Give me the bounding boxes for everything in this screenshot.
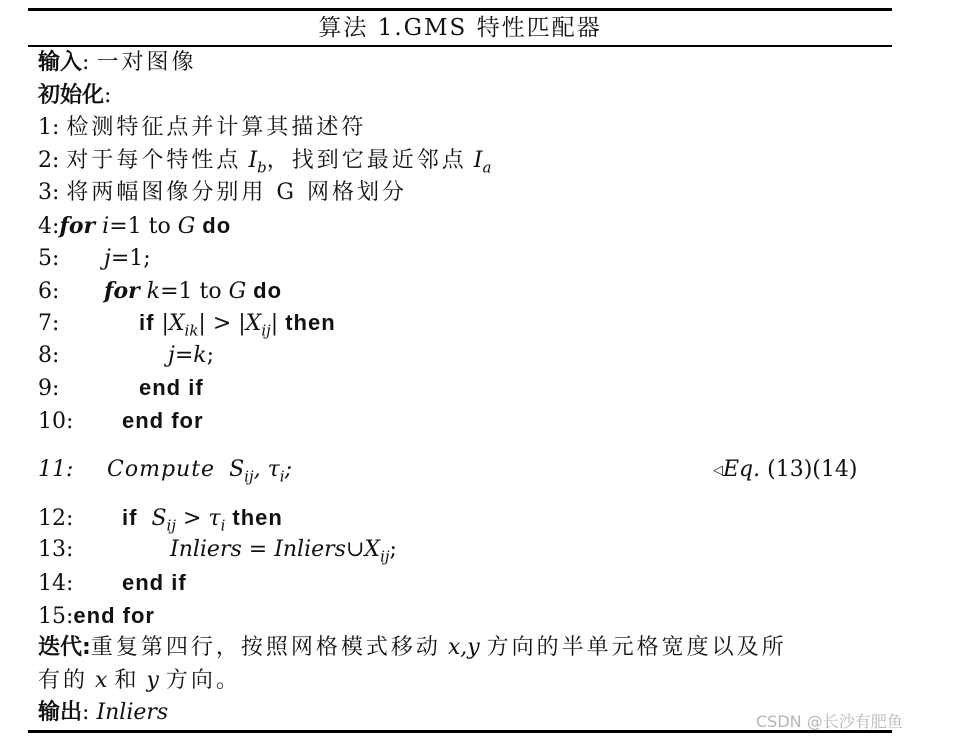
output-colon: :	[82, 700, 90, 725]
iterate-y: y	[146, 668, 159, 693]
triangle-left-icon: ◁	[713, 463, 723, 478]
step-12-tau: τ	[208, 506, 221, 531]
step-13-x-sub: ij	[380, 547, 390, 566]
step-13-eq: =	[241, 537, 275, 562]
step-13-x: X	[364, 537, 381, 562]
step-5-j: j	[104, 246, 111, 271]
output-label: 输出	[38, 700, 83, 725]
step-8-k: k	[193, 343, 207, 368]
output-value: Inliers	[96, 700, 169, 725]
iterate-label: 迭代:	[38, 635, 91, 660]
step-4-num: 4:	[38, 214, 60, 239]
step-10-end-for: end for	[122, 408, 204, 433]
algorithm-title: 算法 1.GMS 特性匹配器	[318, 15, 602, 41]
step-6-k: k	[146, 279, 161, 304]
step-9-num: 9:	[38, 376, 60, 401]
step-8	[38, 341, 214, 371]
step-1	[38, 113, 366, 143]
iterate-text-a: 重复第四行，按照网格模式移动	[90, 635, 441, 660]
step-2-text-b: ，找到它最近邻点	[266, 148, 467, 173]
iterate-line-1	[38, 633, 787, 663]
step-11-compute: Compute	[107, 457, 216, 482]
iterate-xy: x,y	[447, 635, 480, 660]
step-11-num: 11:	[38, 457, 74, 482]
step-12-s: S	[151, 506, 167, 531]
step-7-gt: | > |X	[198, 311, 262, 336]
iterate-text-b: 方向的半单元格宽度以及所	[486, 635, 787, 660]
step-13-union: ∪	[345, 537, 365, 562]
step-3-num: 3:	[38, 180, 60, 205]
step-13-rhs: Inliers	[274, 537, 346, 562]
step-12-num: 12:	[38, 506, 74, 531]
step-6	[38, 276, 282, 307]
step-7-left: |X	[161, 311, 185, 336]
step-12-gt: >	[175, 506, 209, 531]
step-15-num: 15:	[38, 604, 74, 629]
iterate-x: x	[95, 668, 108, 693]
step-15-end-for: end for	[73, 603, 155, 628]
step-4-for: for	[59, 213, 96, 239]
iterate-text-d: 方向。	[165, 668, 241, 693]
step-2-sub-a: b	[257, 158, 267, 177]
step-11-comma: ,	[253, 457, 261, 482]
step-2	[38, 146, 491, 182]
step-5-num: 5:	[38, 246, 60, 271]
step-3-text: 将两幅图像分别用 G 网格划分	[66, 180, 407, 205]
step-2-var-b: I	[473, 148, 483, 173]
step-15	[38, 601, 155, 632]
init-colon: :	[104, 83, 112, 108]
step-13-lhs: Inliers	[170, 537, 242, 562]
step-4-eq: =1 to	[109, 214, 171, 239]
iterate-text-c: 有的	[38, 668, 89, 693]
step-4-i: i	[102, 214, 110, 239]
step-2-sub-b: a	[482, 158, 492, 177]
step-7-left-sub: ik	[184, 321, 199, 340]
step-9	[38, 373, 204, 404]
step-1-num: 1:	[38, 115, 60, 140]
input-colon: :	[82, 50, 90, 75]
step-8-eq: =	[174, 343, 194, 368]
input-line	[38, 48, 196, 78]
step-11-tau-sub: i	[279, 467, 285, 486]
step-5	[38, 244, 151, 274]
step-1-text: 检测特征点并计算其描述符	[66, 115, 367, 140]
iterate-and: 和	[114, 668, 140, 693]
step-2-num: 2:	[38, 148, 60, 173]
step-2-text-a: 对于每个特性点	[66, 148, 242, 173]
step-4	[38, 211, 231, 242]
equation-reference	[713, 455, 857, 486]
output-line	[38, 698, 168, 728]
step-12-s-sub: ij	[166, 516, 176, 535]
step-13-num: 13:	[38, 537, 74, 562]
step-12-if: if	[122, 505, 138, 530]
step-11-semi: ;	[284, 457, 292, 482]
input-text: 一对图像	[96, 50, 197, 75]
step-6-do: do	[253, 278, 283, 303]
step-6-eq: =1 to	[160, 279, 222, 304]
step-7-right-sub: ij	[261, 321, 271, 340]
table-header-rule	[28, 45, 892, 47]
step-6-for: for	[104, 278, 140, 304]
step-7-if: if	[139, 310, 155, 335]
step-11-s-sub: ij	[244, 467, 254, 486]
watermark: CSDN @长沙有肥鱼	[756, 712, 903, 731]
step-14-end-if: end if	[122, 570, 187, 595]
step-11-s: S	[229, 457, 245, 482]
step-11	[38, 455, 292, 491]
init-label: 初始化	[38, 83, 105, 108]
step-13	[38, 535, 397, 571]
step-4-do: do	[202, 213, 232, 238]
step-8-j: j	[168, 343, 175, 368]
step-7-num: 7:	[38, 311, 60, 336]
step-12-then: then	[232, 505, 283, 530]
eq-numbers: (13)(14)	[760, 457, 858, 482]
init-line	[38, 81, 111, 111]
step-10	[38, 406, 204, 437]
step-8-num: 8:	[38, 343, 60, 368]
step-10-num: 10:	[38, 409, 74, 434]
step-12-tau-sub: i	[220, 516, 226, 535]
step-5-rest: =1;	[110, 246, 151, 271]
step-2-var-a: I	[248, 148, 258, 173]
step-9-end-if: end if	[139, 375, 204, 400]
step-13-semi: ;	[389, 537, 397, 562]
iterate-line-2	[38, 666, 241, 696]
step-7	[38, 308, 336, 345]
step-14	[38, 568, 187, 599]
step-14-num: 14:	[38, 571, 74, 596]
step-4-g: G	[177, 214, 196, 239]
step-11-tau: τ	[267, 457, 280, 482]
step-3	[38, 178, 407, 208]
table-top-rule	[28, 8, 892, 11]
step-6-num: 6:	[38, 279, 60, 304]
step-7-then: then	[285, 310, 336, 335]
eq-label: Eq.	[723, 457, 761, 482]
step-8-semi: ;	[206, 343, 215, 368]
step-7-close: |	[270, 311, 279, 336]
step-6-g: G	[228, 279, 247, 304]
input-label: 输入	[38, 50, 83, 75]
